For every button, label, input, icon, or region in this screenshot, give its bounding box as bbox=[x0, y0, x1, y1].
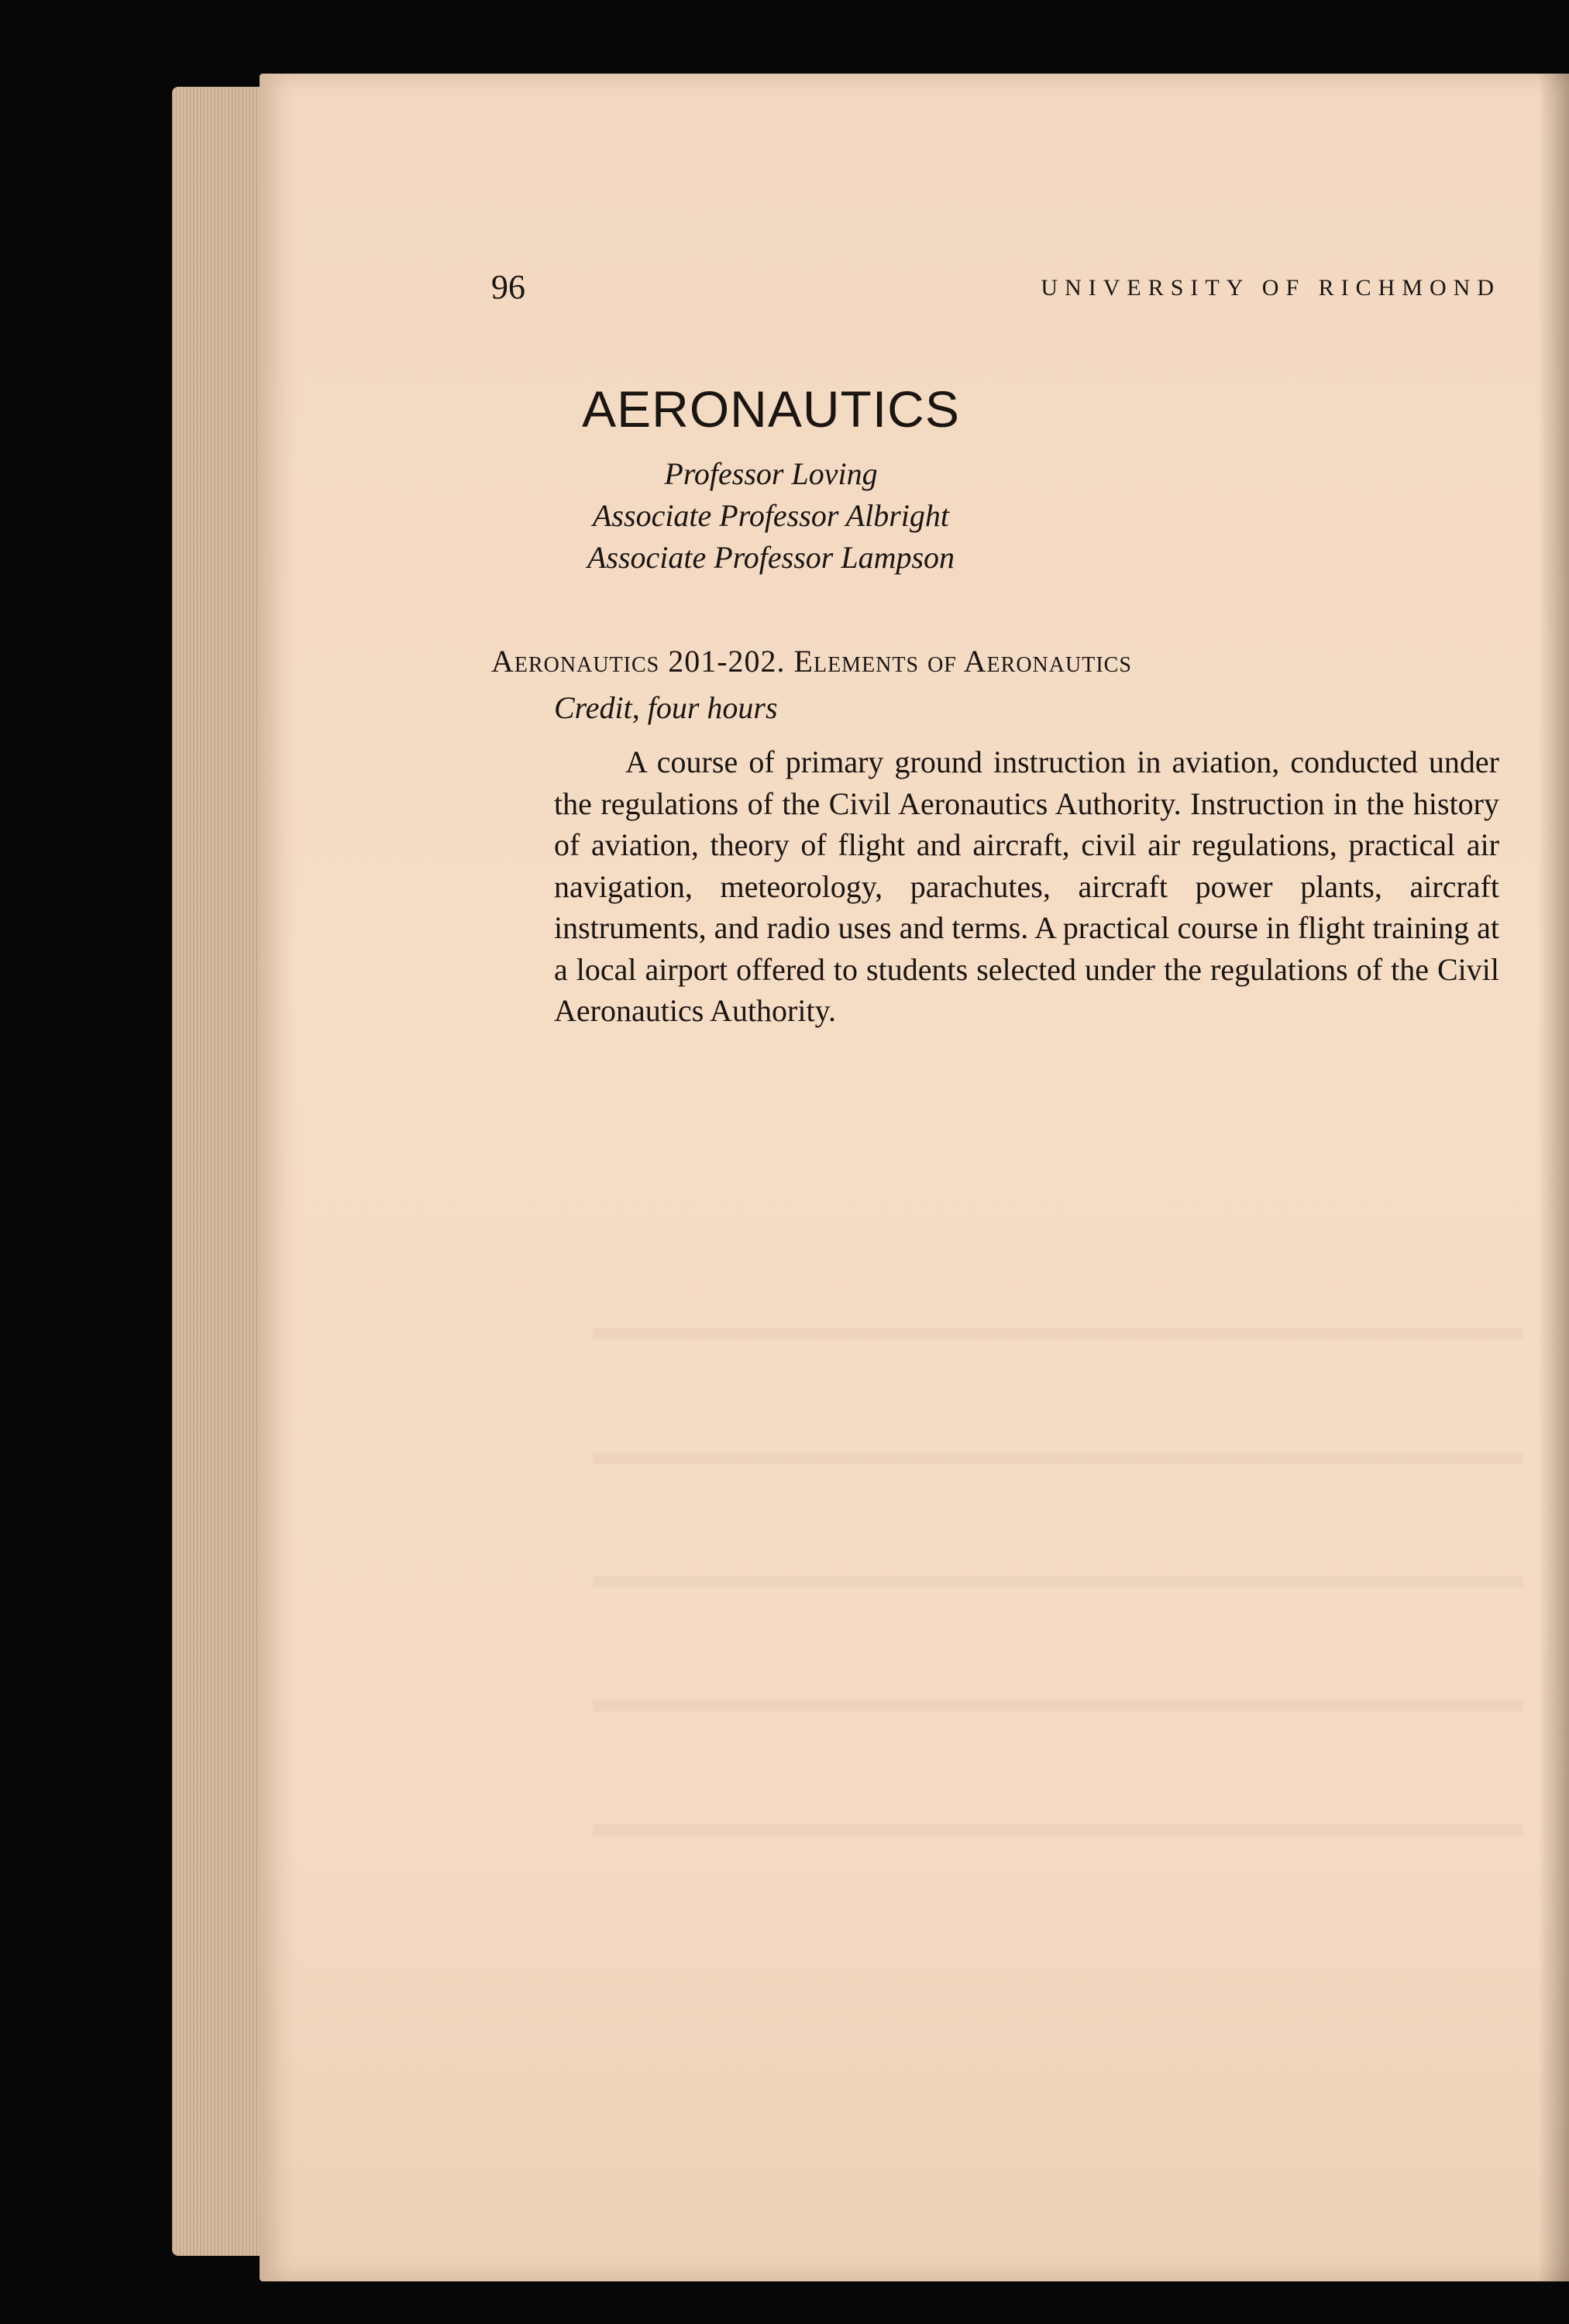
course-title: Aeronautics 201-202. Elements of Aeronautics bbox=[491, 644, 1132, 679]
running-title: UNIVERSITY OF RICHMOND bbox=[1041, 275, 1501, 301]
faculty-member: Associate Professor Albright bbox=[593, 498, 949, 533]
running-head bbox=[491, 267, 1501, 314]
section-heading: AERONAUTICS bbox=[582, 380, 960, 438]
faculty-member: Associate Professor Lampson bbox=[587, 540, 955, 575]
course-credit: Credit, four hours bbox=[554, 690, 778, 725]
page-number: 96 bbox=[491, 268, 525, 306]
faculty-list bbox=[260, 453, 1275, 579]
page-stack-edge bbox=[172, 87, 265, 2256]
faculty-member: Professor Loving bbox=[664, 456, 878, 491]
page-content bbox=[260, 74, 1569, 2281]
book-page bbox=[260, 74, 1569, 2281]
course-description: A course of primary ground instruction in aviation, conducted under the regulations of the Civil Aeronautics Authority. Instruction in the history of aviation, theory of flight and aircraft, civil air regulations, practical air navigation, meteorology, parachutes, aircraft power plants, aircraft instruments, and radio uses and terms. A practical course in flight training at a local airport offered to students selected under the regulations of the Civil Aeronautics Authority. bbox=[554, 744, 1499, 1028]
